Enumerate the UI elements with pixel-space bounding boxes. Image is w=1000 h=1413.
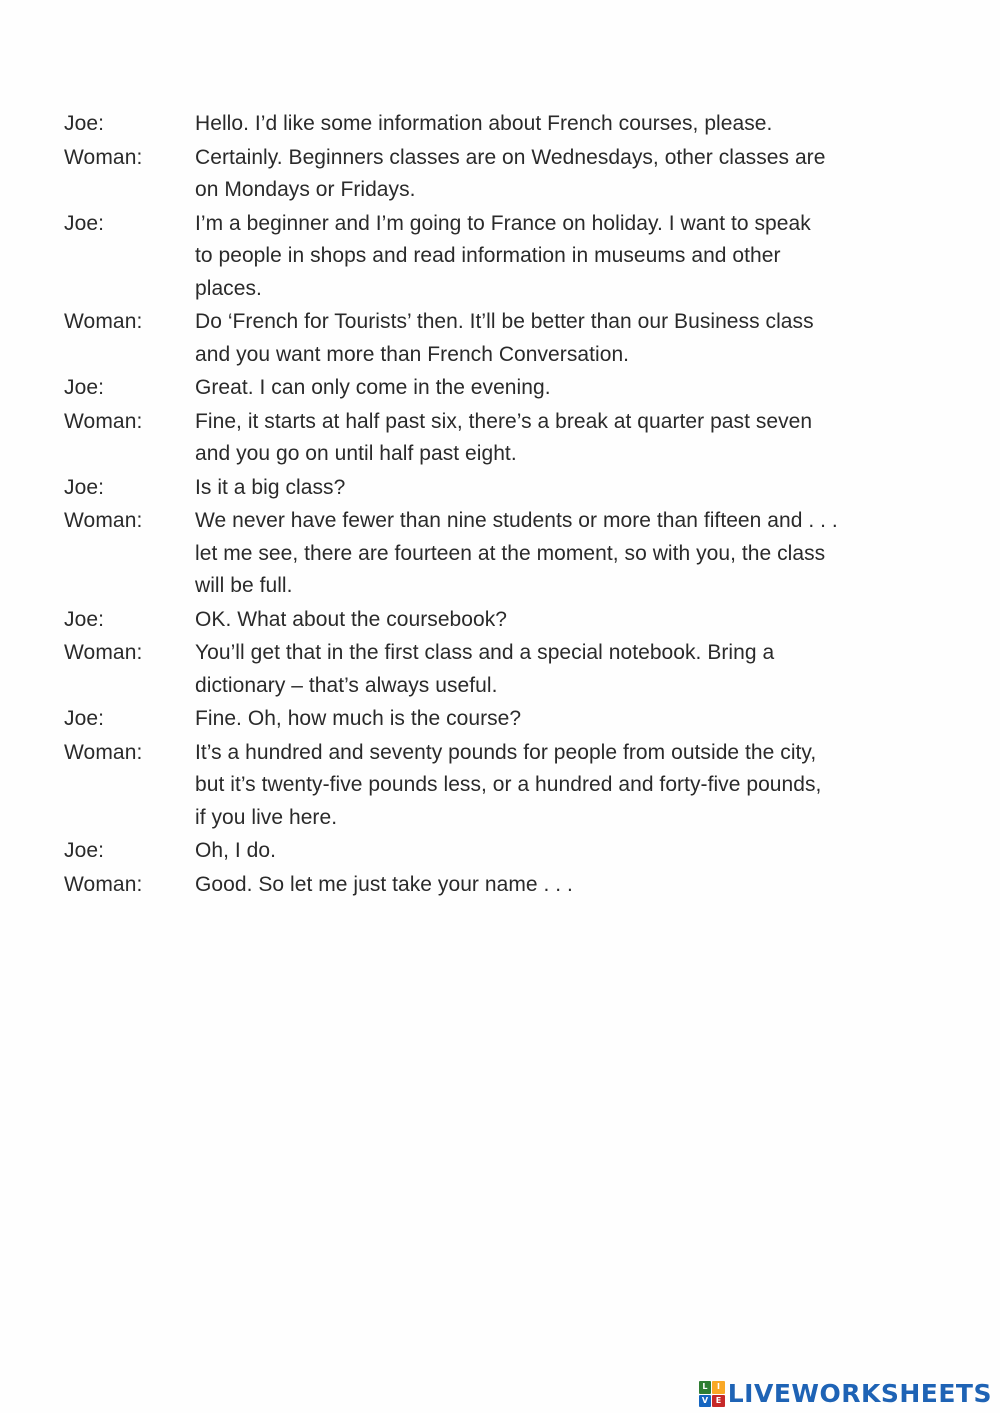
liveworksheets-logo[interactable] [699,1379,992,1409]
dialogue-line [64,108,944,141]
speech-text: It’s a hundred and seventy pounds for people from outside the city, but it’s twenty-five pounds less, or a hundred and forty-five pounds, if you live here. [195,740,822,829]
speech-text: Fine. Oh, how much is the course? [195,707,522,730]
speech-text: Good. So let me just take your name . . . [195,872,573,896]
dialogue-line [64,406,944,471]
speech-text: We never have fewer than nine students or more than fifteen and . . . let me see, there are fourteen at the moment, so with you, the class will be full. [195,509,838,597]
speaker-name: Woman: [64,509,143,532]
speaker-name: Joe: [64,475,105,499]
speaker-name: Woman: [64,310,143,333]
logo-mark-letter: E [712,1395,725,1408]
speaker-name: Joe: [64,211,105,235]
speech-text: I’m a beginner and I’m going to France on holiday. I want to speak to people in shops and read information in museums and other places. [195,211,811,300]
speech-text: OK. What about the coursebook? [195,607,508,631]
speaker-name: Joe: [64,839,105,862]
speaker-name: Woman: [64,145,143,169]
dialogue-line [64,869,944,902]
logo-mark-letter: L [699,1381,712,1394]
dialogue-line [64,835,944,868]
dialogue-line [64,604,944,637]
liveworksheets-logo-icon [699,1381,725,1407]
speech-text: Hello. I’d like some information about French courses, please. [195,112,773,135]
liveworksheets-logo-text: LIVEWORKSHEETS [727,1379,992,1408]
dialogue-transcript [64,108,944,902]
speaker-name: Woman: [64,740,143,764]
dialogue-line [64,505,944,603]
speech-text: Do ‘French for Tourists’ then. It’ll be better than our Business class and you want more than French Conversation. [195,310,814,366]
speaker-name: Woman: [64,872,143,896]
logo-mark-letter: I [712,1381,725,1394]
speaker-name: Woman: [64,409,143,433]
speech-text: You’ll get that in the first class and a special notebook. Bring a dictionary – that’s always useful. [195,641,775,697]
speech-text: Certainly. Beginners classes are on Wednesdays, other classes are on Mondays or Fridays. [195,145,826,201]
speech-text: Is it a big class? [195,475,346,499]
speaker-name: Joe: [64,707,105,730]
speaker-name: Joe: [64,607,105,631]
dialogue-line [64,142,944,207]
speech-text: Fine, it starts at half past six, there’s a break at quarter past seven and you go on until half past eight. [195,409,813,465]
speaker-name: Joe: [64,112,105,135]
dialogue-line [64,472,944,505]
logo-mark-letter: V [699,1395,712,1408]
dialogue-line [64,737,944,835]
speech-text: Oh, I do. [195,839,276,862]
speaker-name: Joe: [64,376,105,399]
dialogue-line [64,306,944,371]
dialogue-line [64,208,944,306]
dialogue-line [64,703,944,736]
speech-text: Great. I can only come in the evening. [195,376,551,399]
dialogue-line [64,372,944,405]
speaker-name: Woman: [64,641,143,664]
dialogue-line [64,637,944,702]
